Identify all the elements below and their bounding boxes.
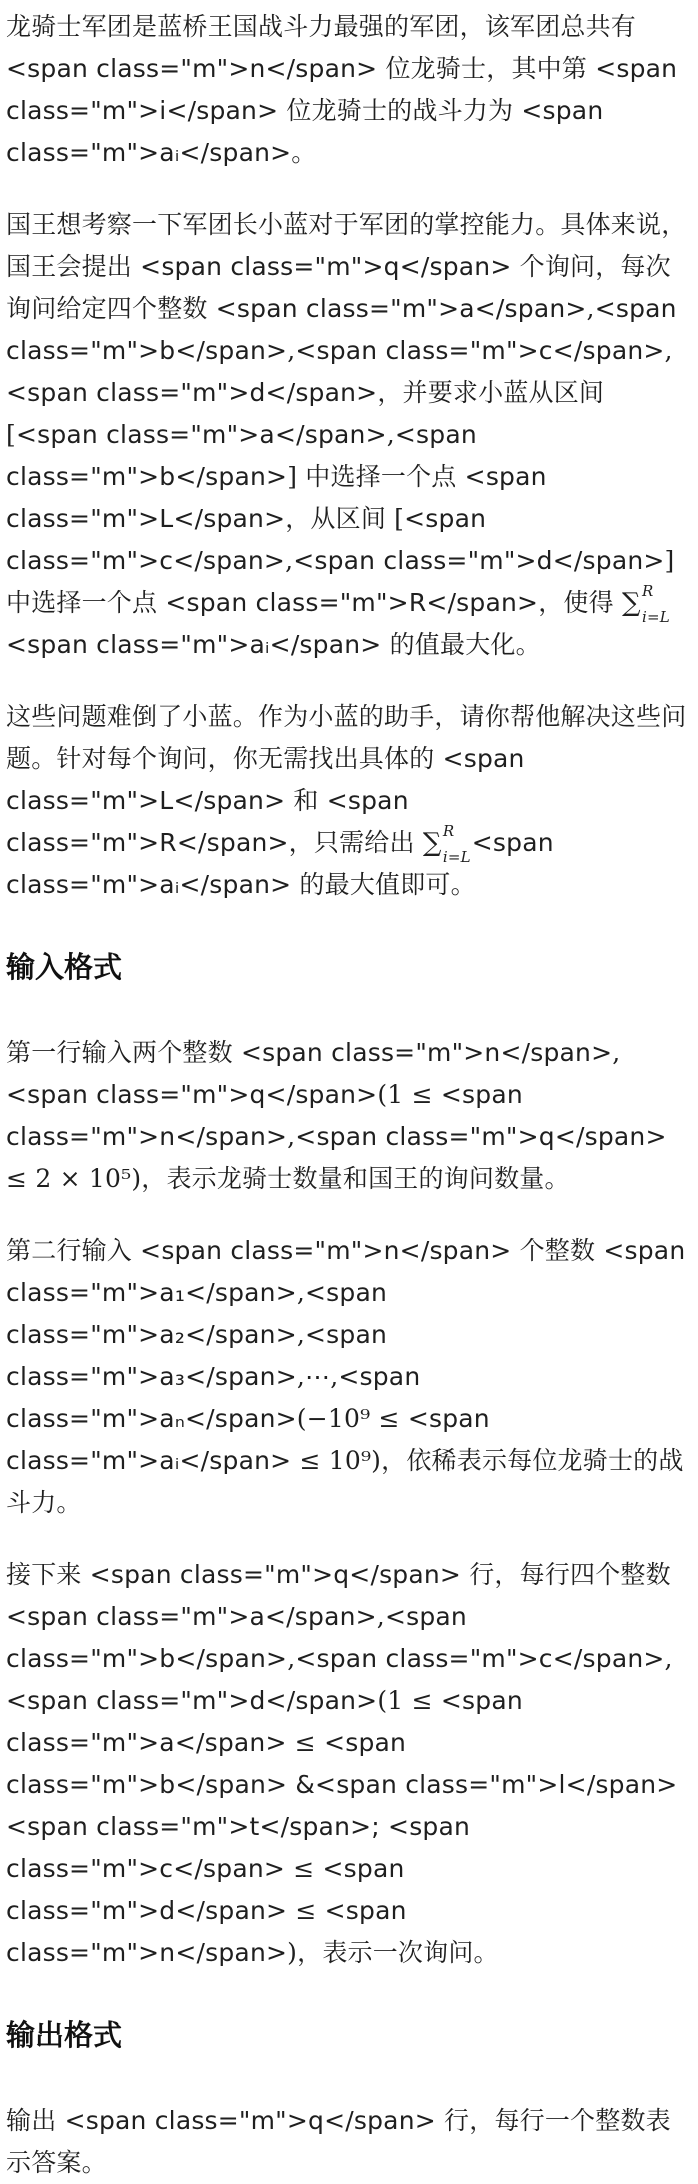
intro-paragraph: [6, 6, 690, 174]
query-paragraph: [6, 204, 690, 666]
summation-symbol: ∑ R i=L: [422, 822, 471, 866]
input-line-1: [6, 1032, 690, 1200]
help-paragraph: [6, 696, 690, 906]
query-text: 国王想考察一下军团长小蓝对于军团的掌控能力。具体来说，国王会提出 <span class="m">q</span> 个询问，每次询问给定四个整数 <span class="m">a</span>,<span class="m">b</span>,<span class="m">c</span>,<span class="m">d</span>，并要求小蓝从区间 [<span class="m">a</span>,<span class="m">b</span>] 中选择一个点 <span class="m">L</span>，从区间 [<span class="m">c</span>,<span class="m">d</span>] 中选择一个点 <span class="m">R</span>，使得 ∑ R i=L <span class="m">aᵢ</span> 的值最大化。: [6, 210, 687, 659]
input-format-heading: 输入格式: [6, 950, 123, 984]
problem-statement: [0, 6, 698, 2184]
input-line-3-text: 接下来 <span class="m">q</span> 行，每行四个整数 <span class="m">a</span>,<span class="m">b</span>,<span class="m">c</span>,<span class="m">d</span>(1 ≤ <span class="m">a</span> ≤ <span class="m">b</span> &<span class="m">l</span><span class="m">t</span>; <span class="m">c</span> ≤ <span class="m">d</span> ≤ <span class="m">n</span>)，表示一次询问。: [6, 1560, 678, 1967]
input-line-3: [6, 1554, 690, 1974]
output-line-1-text: 输出 <span class="m">q</span> 行，每行一个整数表示答案。: [6, 2106, 671, 2177]
input-line-2-text: 第二行输入 <span class="m">n</span> 个整数 <span class="m">a₁</span>,<span class="m">a₂</span>,<span class="m">a₃</span>,⋯,<span class="m">aₙ</span>(−10⁹ ≤ <span class="m">aᵢ</span> ≤ 10⁹)，依稀表示每位龙骑士的战斗力。: [6, 1236, 686, 1517]
output-format-heading: 输出格式: [6, 2018, 123, 2052]
intro-text: 龙骑士军团是蓝桥王国战斗力最强的军团，该军团总共有 <span class="m">n</span> 位龙骑士，其中第 <span class="m">i</span> 位龙骑士的战斗力为 <span class="m">aᵢ</span>。: [6, 12, 678, 167]
input-line-2: [6, 1230, 690, 1524]
summation-symbol: ∑ R i=L: [621, 582, 670, 626]
input-line-1-text: 第一行输入两个整数 <span class="m">n</span>,<span class="m">q</span>(1 ≤ <span class="m">n</span>,<span class="m">q</span> ≤ 2 × 10⁵)，表示龙骑士数量和国王的询问数量。: [6, 1038, 667, 1193]
output-line-1: [6, 2100, 690, 2184]
help-text: 这些问题难倒了小蓝。作为小蓝的助手，请你帮他解决这些问题。针对每个询问，你无需找出具体的 <span class="m">L</span> 和 <span class="m">R</span>，只需给出 ∑ R i=L <span class="m">aᵢ</span> 的最大值即可。: [6, 702, 687, 899]
